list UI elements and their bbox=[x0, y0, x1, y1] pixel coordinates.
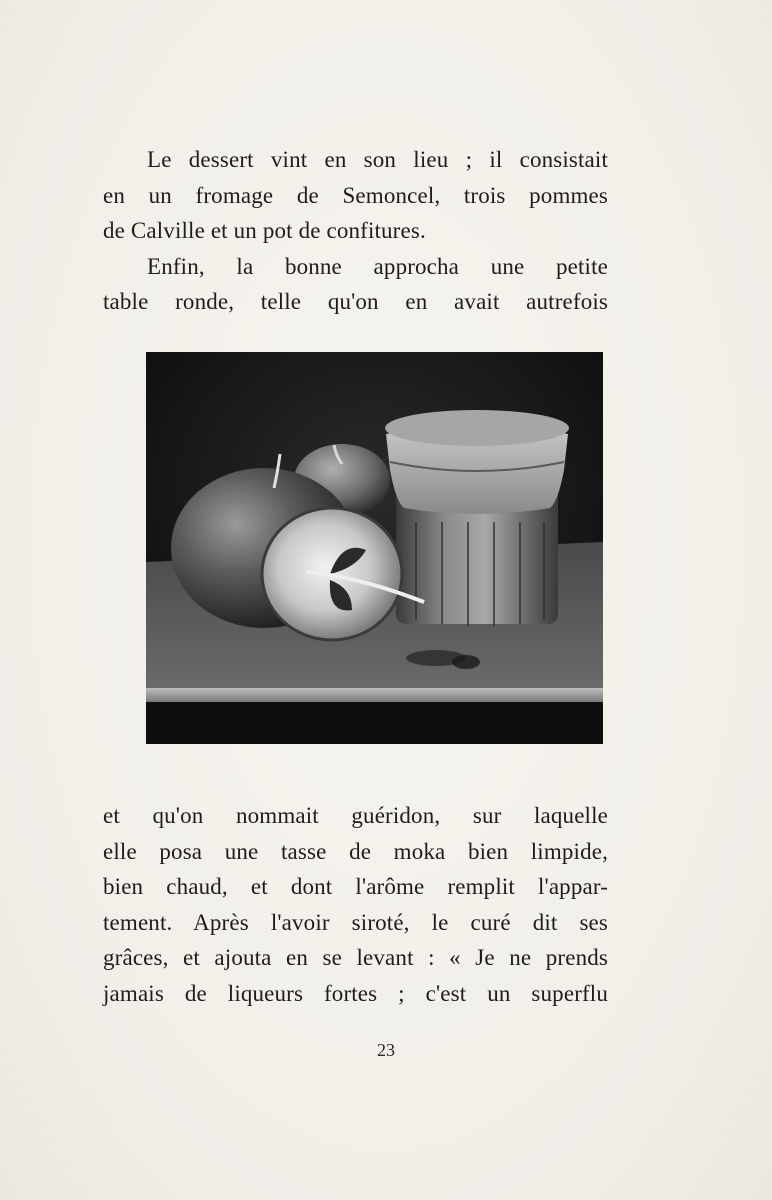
text-line: bien chaud, et dont l'arôme remplit l'appar- bbox=[103, 874, 608, 899]
text-line: Enfin, la bonne approcha une petite bbox=[147, 253, 608, 279]
page-number: 23 bbox=[377, 1040, 395, 1060]
text-line: en un fromage de Semoncel, trois pommes bbox=[103, 182, 608, 208]
bottom-text-block bbox=[103, 798, 608, 1011]
still-life-engraving-icon bbox=[146, 352, 603, 744]
text-line: tement. Après l'avoir siroté, le curé dit ses bbox=[103, 909, 608, 935]
text-line: grâces, et ajouta en se levant : « Je ne prends bbox=[103, 945, 608, 970]
still-life-engraving bbox=[146, 352, 603, 744]
text-line: jamais de liqueurs fortes ; c'est un superflu bbox=[103, 980, 608, 1006]
text-line: elle posa une tasse de moka bien limpide, bbox=[103, 838, 608, 864]
text-line: Le dessert vint en son lieu ; il consistait bbox=[147, 147, 608, 172]
top-text-block bbox=[103, 142, 608, 320]
text-line: table ronde, telle qu'on en avait autrefois bbox=[103, 289, 608, 314]
text-line: de Calville et un pot de confitures. bbox=[103, 218, 426, 243]
text-line: et qu'on nommait guéridon, sur laquelle bbox=[103, 803, 608, 828]
